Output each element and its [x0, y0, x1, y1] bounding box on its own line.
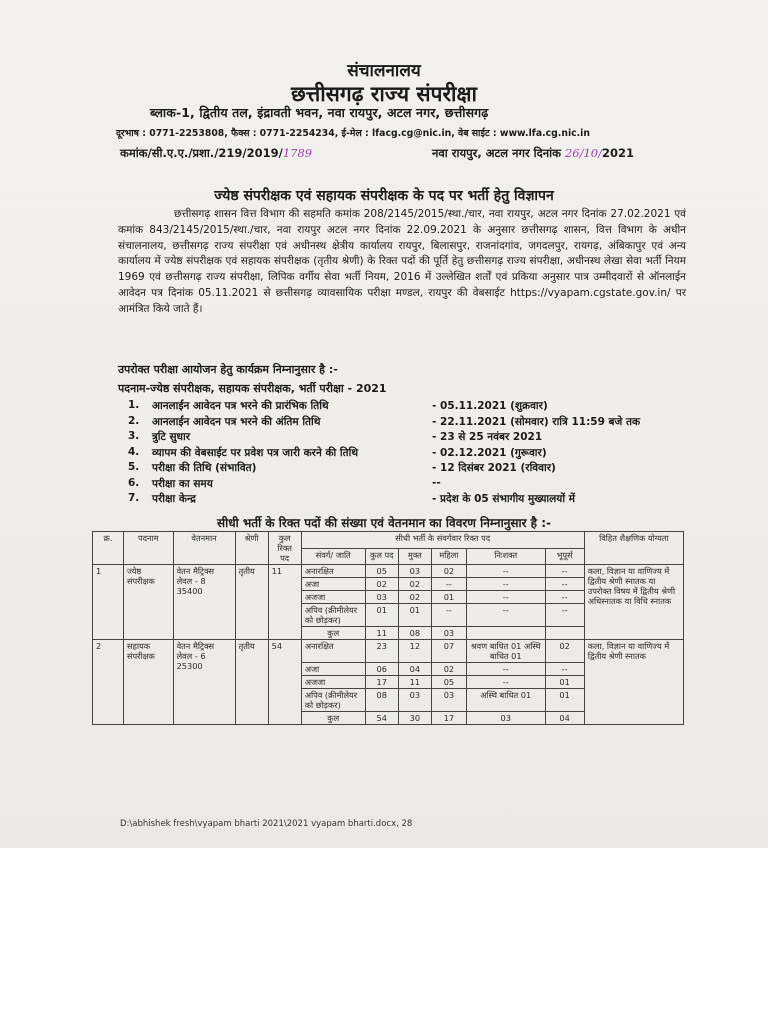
schedule-item-number: 3. — [128, 430, 140, 442]
date-year: 2021 — [601, 146, 634, 160]
sum-open: 08 — [398, 627, 431, 640]
disabled-cell: -- — [466, 604, 545, 627]
sum-disabled: 03 — [466, 712, 545, 725]
office-address: ब्लाक-1, द्वितीय तल, इंद्रावती भवन, नवा रायपुर, अटल नगर, छत्तीसगढ़ — [150, 105, 489, 120]
women-cell: -- — [431, 604, 466, 627]
schedule-item-label: आनलाईन आवेदन पत्र भरने की अंतिम तिथि — [152, 415, 321, 428]
schedule-item-label: परीक्षा का समय — [152, 477, 213, 490]
disabled-cell: -- — [466, 663, 545, 676]
document-footer — [120, 819, 412, 829]
caste-cell: अपिव (क्रीमीलेयर को छोड़कर) — [301, 604, 365, 627]
post-qualification: कला, विज्ञान या वाणिज्य में द्वितीय श्रेणी स्नातक — [584, 640, 683, 725]
header-open: मुक्त — [398, 548, 431, 565]
caste-cell: अनारक्षित — [301, 640, 365, 663]
total-cell: 01 — [365, 604, 398, 627]
reference-date — [432, 146, 634, 161]
post-qualification: कला, विज्ञान या वाणिज्य में द्वितीय श्रेणी स्नातक या उपरोक्त विषय में द्वितीय श्रेणी अधिस्नातक या विधि स्नातक — [584, 565, 683, 640]
women-cell: 07 — [431, 640, 466, 663]
disabled-cell: -- — [466, 565, 545, 578]
ex-serviceman-cell: -- — [545, 578, 584, 591]
disabled-cell: श्रवण बाधित 01 अस्थि बाधित 01 — [466, 640, 545, 663]
schedule-item-number: 7. — [128, 492, 140, 504]
reference-prefix: कमांक/सी.ए.ए./प्रशा./219/2019/ — [120, 146, 283, 160]
caste-cell: अजा — [301, 578, 365, 591]
post-category: तृतीय — [235, 565, 268, 640]
schedule-item-value: - 05.11.2021 (शुक्रवार) — [432, 400, 548, 412]
advertisement-body: छत्तीसगढ़ शासन वित्त विभाग की सहमति कमांक 208/2145/2015/स्था./चार, नवा रायपुर, अटल नगर दिनांक 27.02.2021 एवं कमांक 843/2145/2015/स्था./चार, नवा रायपुर अटल नगर दिनांक 22.09.2021 के अनुसार छत्तीसगढ़ शासन, वित्त विभाग के अधीन संचालनालय, छत्तीसगढ़ राज्य संपरीक्षा एवं अधीनस्थ क्षेत्रीय कार्यालय रायपुर, बिलासपुर, राजनांदगांव, जगदलपुर, रायगढ़, अंबिकापुर एवं अन्य कार्यालय में ज्येष्ठ संपरीक्षक एवं सहायक संपरीक्षक (तृतीय श्रेणी) के रिक्त पदों की पूर्ति हेतु छत्तीसगढ़ राज्य संपरीक्षा, अधीनस्थ लेखा सेवा भर्ती नियम 1969 एवं छत्तीसगढ़ राज्य संपरीक्षा, लिपिक वर्गीय सेवा भर्ती नियम, 2016 में उल्लेखित शर्तों एवं प्रकिया अनुसार पात्र उम्मीदवारों से ऑनलाईन आवेदन पत्र दिनांक 05.11.2021 से छत्तीसगढ़ व्यावसायिक परीक्षा मण्डल, रायपुर की वेबसाईट https://vyapam.cgstate.gov.in/ पर आमंत्रित किये जाते हैं। — [118, 208, 686, 315]
schedule-item-number: 2. — [128, 414, 140, 427]
date-prefix: नवा रायपुर, अटल नगर दिनांक — [432, 146, 561, 160]
women-cell: 02 — [431, 663, 466, 676]
women-cell: 05 — [431, 676, 466, 689]
total-cell: 17 — [365, 676, 398, 689]
open-cell: 03 — [398, 689, 431, 712]
header-group-total: कुल पद — [365, 548, 398, 565]
total-cell: 06 — [365, 663, 398, 676]
vacancy-table-title: सीधी भर्ती के रिक्त पदों की संख्या एवं वेतनमान का विवरण निम्नानुसार है :- — [216, 516, 552, 530]
post-name: ज्येष्ठ संपरीक्षक — [123, 565, 173, 640]
post-pay: वेतन मैट्रिक्स लेवल - 6 25300 — [173, 640, 235, 725]
schedule-item-number: 4. — [128, 445, 140, 458]
total-cell: 05 — [365, 565, 398, 578]
schedule-item-value: - 02.12.2021 (गुरूवार) — [432, 446, 547, 459]
schedule-subheading: पदनाम-ज्येष्ठ संपरीक्षक, सहायक संपरीक्षक, भर्ती परीक्षा - 2021 — [118, 382, 387, 395]
table-row — [93, 565, 684, 578]
vacancy-table — [92, 531, 684, 725]
sum-open: 30 — [398, 712, 431, 725]
ex-serviceman-cell: -- — [545, 591, 584, 604]
department-heading: छत्तीसगढ़ राज्य संपरीक्षा — [290, 82, 477, 106]
total-cell: 02 — [365, 578, 398, 591]
total-cell: 08 — [365, 689, 398, 712]
disabled-cell: अस्थि बाधित 01 — [466, 689, 545, 712]
ex-serviceman-cell: 01 — [545, 689, 584, 712]
header-sno: क्र. — [93, 532, 124, 565]
table-row — [93, 640, 684, 663]
women-cell: 01 — [431, 591, 466, 604]
directorate-heading: संचालनालय — [347, 61, 421, 81]
sum-women: 17 — [431, 712, 466, 725]
schedule-item-number: 5. — [128, 461, 140, 473]
caste-cell: अजजा — [301, 591, 365, 604]
sum-women: 03 — [431, 627, 466, 640]
sum-total: 54 — [365, 712, 398, 725]
total-cell: 03 — [365, 591, 398, 604]
sum-label: कुल — [301, 712, 365, 725]
schedule-item-value: - प्रदेश के 05 संभागीय मुख्यालयों में — [432, 493, 576, 505]
ex-serviceman-cell: -- — [545, 565, 584, 578]
date-handwritten: 26/10/ — [564, 146, 602, 160]
caste-cell: अनारक्षित — [301, 565, 365, 578]
advertisement-title: ज्येष्ठ संपरीक्षक एवं सहायक संपरीक्षक के पद पर भर्ती हेतु विज्ञापन — [214, 188, 554, 204]
header-group: सीधी भर्ती के संवर्गवार रिक्त पद — [301, 532, 584, 549]
open-cell: 04 — [398, 663, 431, 676]
women-cell: -- — [431, 578, 466, 591]
open-cell: 02 — [398, 591, 431, 604]
header-total: कुल रिक्त पद — [268, 532, 301, 565]
schedule-item-number: 1. — [128, 399, 140, 411]
open-cell: 12 — [398, 640, 431, 663]
reference-number — [120, 146, 312, 161]
table-header-row — [93, 532, 684, 549]
sum-label: कुल — [301, 627, 365, 640]
schedule-heading: उपरोक्त परीक्षा आयोजन हेतु कार्यक्रम निम्नानुसार है :- — [118, 363, 338, 376]
schedule-item-label: त्रुटि सुधार — [152, 431, 191, 443]
post-total: 11 — [268, 565, 301, 640]
schedule-item-number: 6. — [128, 476, 140, 489]
header-women: महिला — [431, 548, 466, 565]
post-sno: 1 — [93, 565, 124, 640]
ex-serviceman-cell: 02 — [545, 640, 584, 663]
disabled-cell: -- — [466, 676, 545, 689]
schedule-item-label: आनलाईन आवेदन पत्र भरने की प्रारंभिक तिथि — [152, 400, 329, 412]
ex-serviceman-cell: 01 — [545, 676, 584, 689]
sum-total: 11 — [365, 627, 398, 640]
schedule-item-label: व्यापम की वेबसाईट पर प्रवेश पत्र जारी करने की तिथि — [152, 446, 359, 459]
caste-cell: अजा — [301, 663, 365, 676]
disabled-cell: -- — [466, 578, 545, 591]
header-pay: वेतनमान — [173, 532, 235, 565]
post-category: तृतीय — [235, 640, 268, 725]
total-cell: 23 — [365, 640, 398, 663]
post-name: सहायक संपरीक्षक — [123, 640, 173, 725]
header-category: श्रेणी — [235, 532, 268, 565]
ex-serviceman-cell: -- — [545, 604, 584, 627]
ex-serviceman-cell: -- — [545, 663, 584, 676]
contact-line: दूरभाष : 0771-2253808, फैक्स : 0771-2254234, ई-मेल : lfacg.cg@nic.in, वेब साईट : www.lfa.cg.nic.in — [116, 128, 590, 139]
women-cell: 03 — [431, 689, 466, 712]
file-path: D:\abhishek fresh\vyapam bharti 2021\2021 vyapam bharti.docx, — [120, 819, 399, 829]
schedule-item-value: - 22.11.2021 (सोमवार) रात्रि 11:59 बजे तक — [432, 415, 641, 428]
schedule-item-value: -- — [432, 476, 441, 489]
header-qualification: विहित शैक्षणिक योग्यता — [584, 532, 683, 565]
open-cell: 11 — [398, 676, 431, 689]
header-caste: संवर्ग/ जाति — [301, 548, 365, 565]
page-number: 28 — [401, 819, 413, 829]
schedule-item-value: - 12 दिसंबर 2021 (रविवार) — [432, 462, 556, 474]
reference-handwritten: 1789 — [282, 146, 313, 160]
post-total: 54 — [268, 640, 301, 725]
sum-disabled — [466, 627, 545, 640]
schedule-item-label: परीक्षा की तिथि (संभावित) — [152, 462, 257, 474]
post-sno: 2 — [93, 640, 124, 725]
caste-cell: अपिव (क्रीमीलेयर को छोड़कर) — [301, 689, 365, 712]
header-post: पदनाम — [123, 532, 173, 565]
header-ex-serviceman: भूपूर्स — [545, 548, 584, 565]
caste-cell: अजजा — [301, 676, 365, 689]
schedule-item-value: - 23 से 25 नवंबर 2021 — [432, 431, 543, 443]
open-cell: 03 — [398, 565, 431, 578]
header-disabled: निःशक्त — [466, 548, 545, 565]
sum-ex-serviceman — [545, 627, 584, 640]
open-cell: 02 — [398, 578, 431, 591]
post-pay: वेतन मैट्रिक्स लेवल - 8 35400 — [173, 565, 235, 640]
open-cell: 01 — [398, 604, 431, 627]
schedule-item-label: परीक्षा केन्द्र — [152, 493, 196, 505]
women-cell: 02 — [431, 565, 466, 578]
disabled-cell: -- — [466, 591, 545, 604]
sum-ex-serviceman: 04 — [545, 712, 584, 725]
